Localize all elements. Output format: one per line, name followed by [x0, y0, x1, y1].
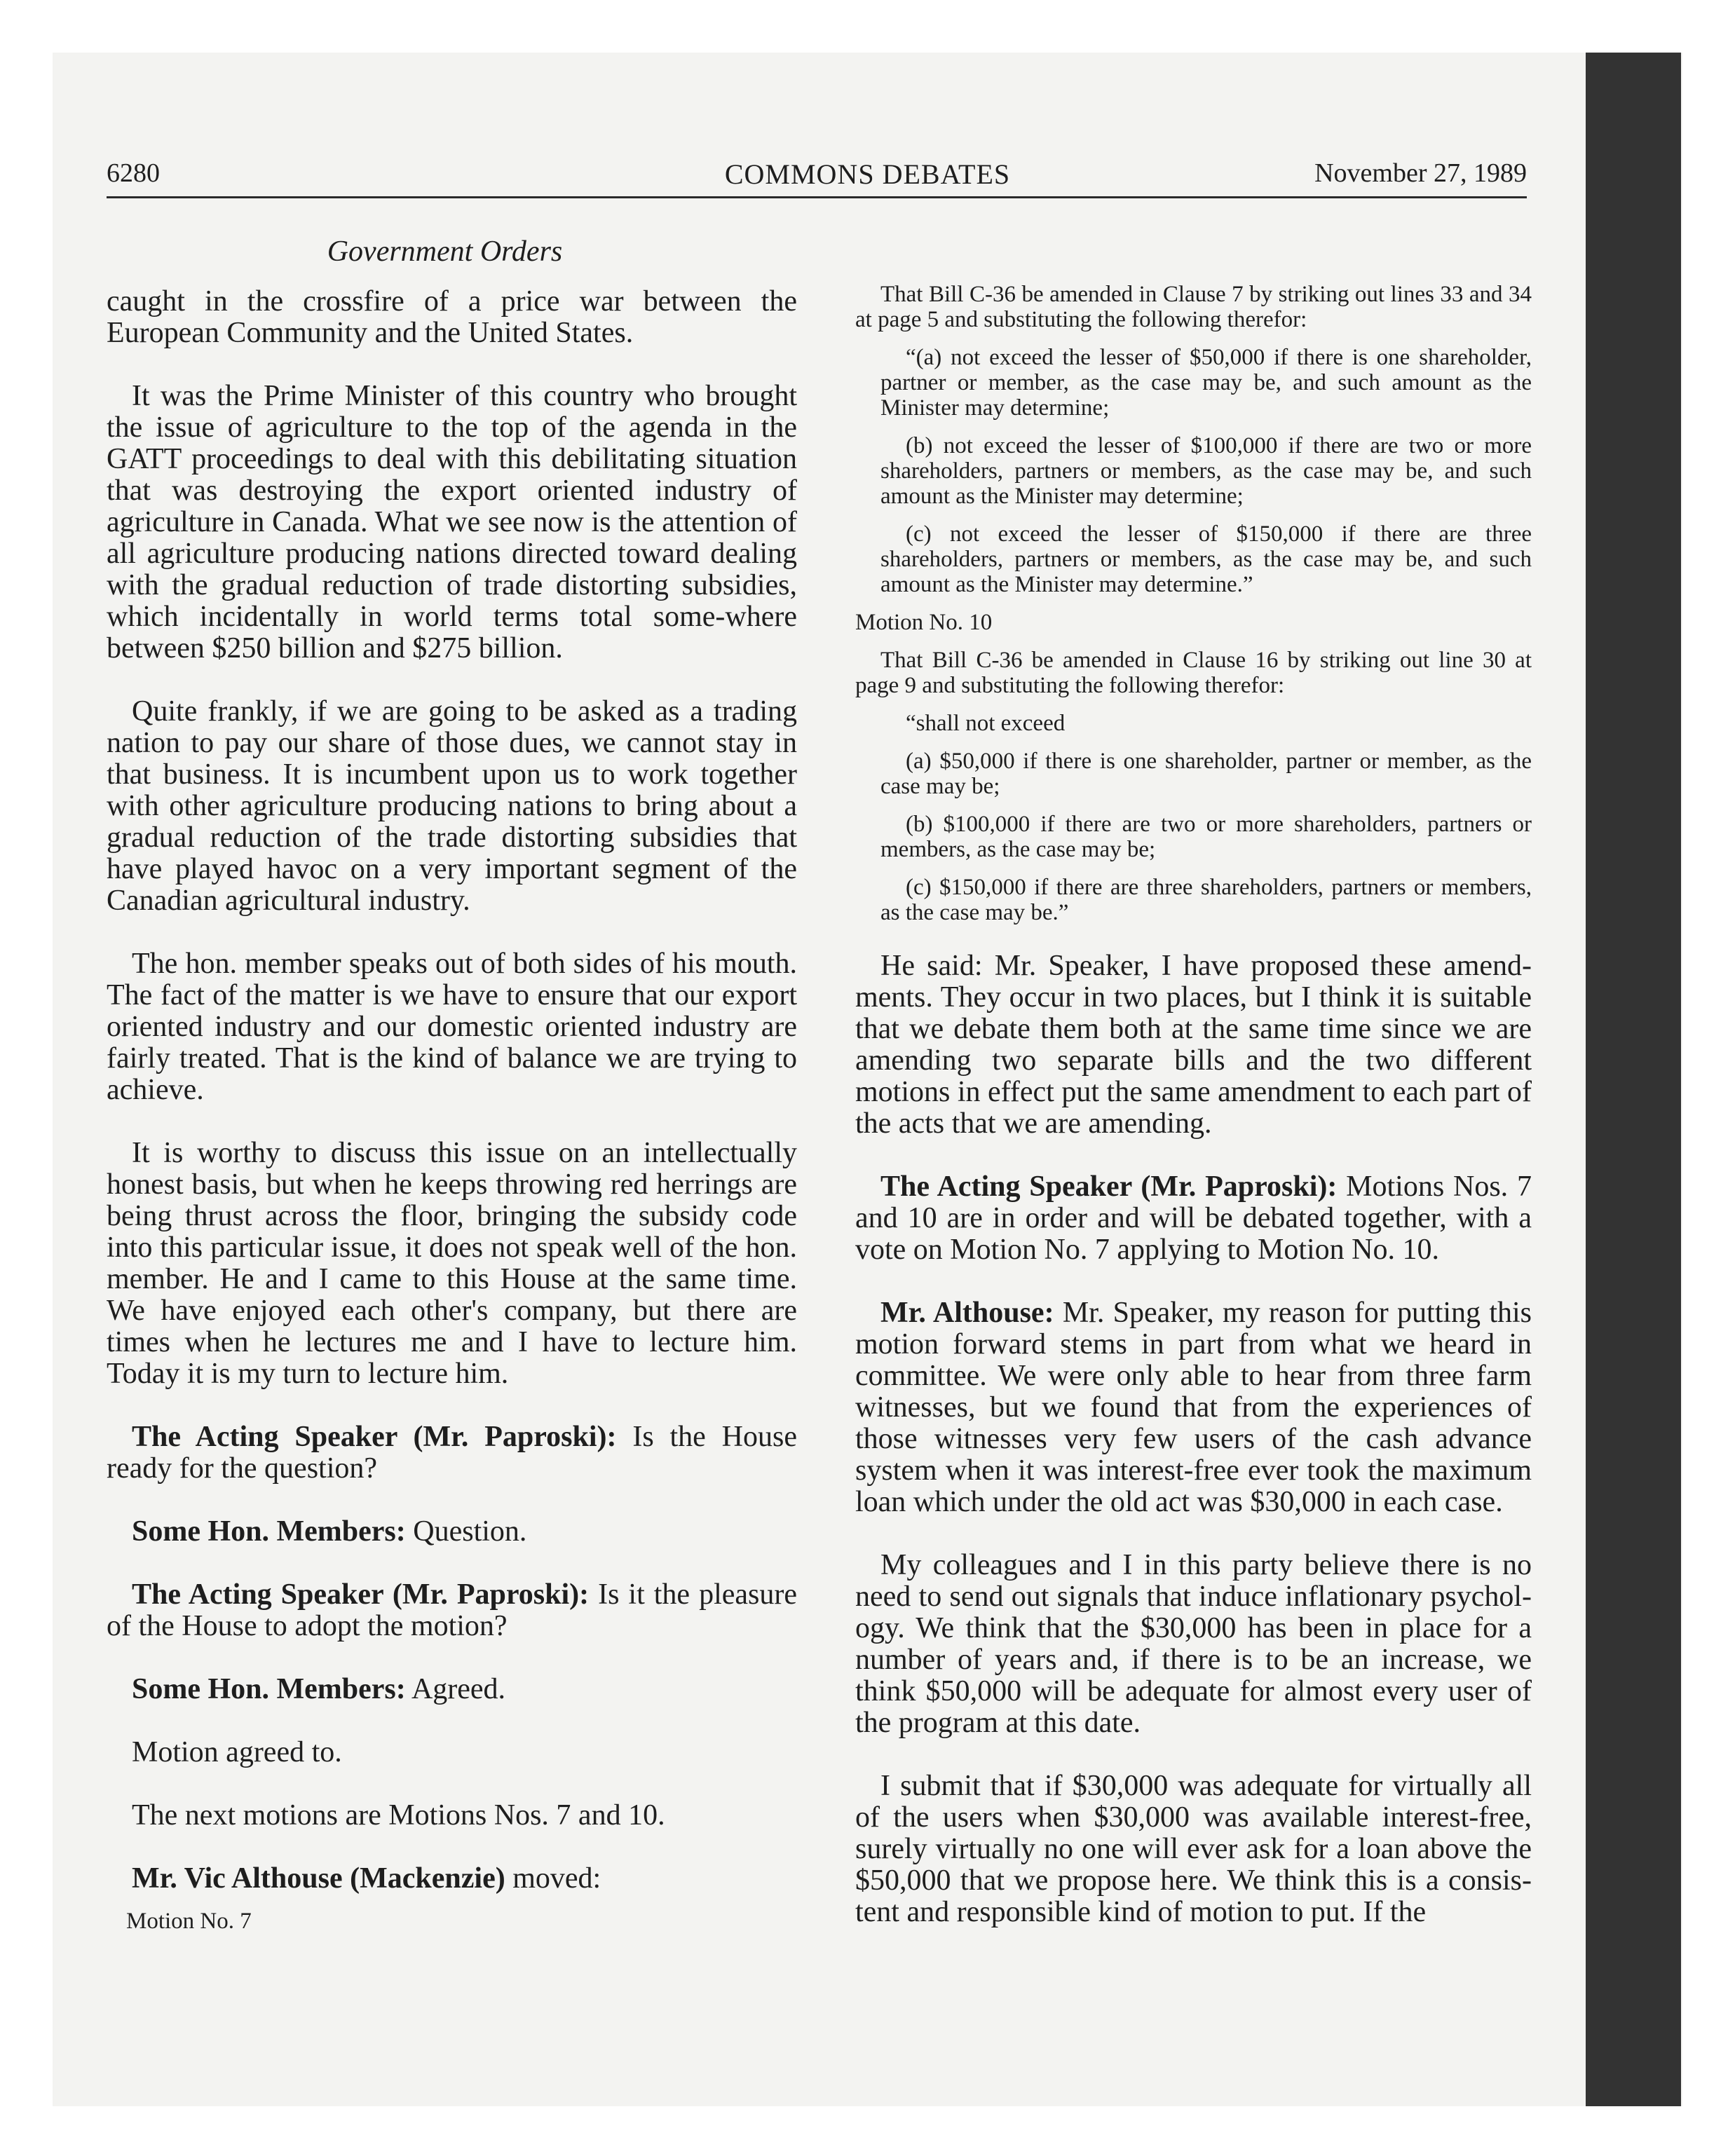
paragraph: Quite frankly, if we are going to be asked as a trading nation to pay our share of those dues, we cannot stay in that business. It is incumbent upon us to work together with other agriculture producing nations to bring about a gradual reduction of the trade distorting subsidies that have played havoc on a very important segment of the Canadian agricultural industry.	[107, 695, 797, 917]
paragraph: He said: Mr. Speaker, I have proposed these amend-ments. They occur in two places, but I think it is suitable that we debate them both at the same time since we are amending two separate bills and the two different motions in effect put the same amendment to each part of the acts that we are amending.	[855, 950, 1532, 1140]
speaker-paragraph	[107, 1863, 797, 1895]
speaker-name: The Acting Speaker (Mr. Paproski):	[880, 1171, 1338, 1203]
header-rule	[107, 196, 1527, 198]
motion-clause: “(a) not exceed the lesser of $50,000 if there is one shareholder, partner or member, as the case may be, and such amount as the Minister may determine;	[880, 345, 1532, 421]
speaker-name: Mr. Althouse:	[880, 1297, 1054, 1329]
speaker-paragraph	[107, 1516, 797, 1548]
speaker-name: The Acting Speaker (Mr. Paproski):	[132, 1578, 590, 1611]
page-number: 6280	[107, 158, 160, 188]
motion-clause: (c) $150,000 if there are three shareholders, partners or members, as the case may be.”	[880, 875, 1532, 925]
speech-text: Mr. Speaker, my reason for putting this motion forward stems in part from what we heard in committee. We were only able to hear from three farm witnesses, but we found that from the experiences of those witnesses very few users of the cash advance system when it was interest-free ever took the maximum loan which under the old act was $30,000 in each case.	[855, 1297, 1532, 1518]
paragraph: caught in the crossfire of a price war between the European Community and the United States.	[107, 285, 797, 349]
speaker-name: Some Hon. Members:	[132, 1673, 406, 1705]
motion-clause: “shall not exceed	[906, 711, 1066, 736]
paragraph: The next motions are Motions Nos. 7 and 10.	[132, 1799, 665, 1831]
right-column	[855, 282, 1532, 1928]
motion-clause: (c) not exceed the lesser of $150,000 if there are three shareholders, partners or members, as the case may be, and such amount as the Minister may determine.”	[880, 521, 1532, 597]
speaker-paragraph	[855, 1171, 1532, 1266]
paragraph: I submit that if $30,000 was adequate for virtually all of the users when $30,000 was available interest-free, surely virtually no one will ever ask for a loan above the $50,000 that we propose here. We think this is a consis-tent and responsible kind of motion to put. If the	[855, 1770, 1532, 1928]
motion-clause: (b) $100,000 if there are two or more shareholders, partners or members, as the case may be;	[880, 812, 1532, 862]
speaker-paragraph	[107, 1674, 797, 1705]
paragraph: The hon. member speaks out of both sides of his mouth. The fact of the matter is we have to ensure that our export oriented industry and our domestic oriented industry are fairly treated. That is the kind of balance we are trying to achieve.	[107, 948, 797, 1106]
speaker-paragraph	[855, 1297, 1532, 1518]
speech-text: Question.	[405, 1515, 527, 1548]
paragraph: Motion agreed to.	[132, 1736, 342, 1768]
publication-date: November 27, 1989	[1314, 158, 1527, 188]
paragraph: It is worthy to discuss this issue on an intellectually honest basis, but when he keeps throwing red herrings are being thrust across the floor, bringing the subsidy code into this particular issue, it does not speak well of the hon. member. He and I came to this House at the same time. We have enjoyed each other's company, but there are times when he lectures me and I have to lecture him. Today it is my turn to lecture him.	[107, 1137, 797, 1390]
publication-title: COMMONS DEBATES	[724, 158, 1011, 190]
left-column	[107, 286, 797, 1934]
motion-label: Motion No. 7	[126, 1909, 252, 1934]
speaker-name: Mr. Vic Althouse (Mackenzie)	[132, 1862, 505, 1895]
motion-label: Motion No. 10	[855, 610, 993, 635]
motion-clause: (a) $50,000 if there is one shareholder, partner or member, as the case may be;	[880, 749, 1532, 799]
speech-text: Is it the pleasure of the House to adopt the motion?	[107, 1578, 797, 1642]
speech-text: moved:	[505, 1862, 601, 1895]
motion-clause: (b) not exceed the lesser of $100,000 if there are two or more shareholders, partners or members, as the case may be, and such amount as the Minister may determine;	[880, 433, 1532, 509]
section-title: Government Orders	[327, 236, 563, 268]
paragraph: My colleagues and I in this party believe there is no need to send out signals that induce inflationary psychol-ogy. We think that the $30,000 has been in place for a number of years and, if there is to be an increase, we think $50,000 will be adequate for almost every user of the program at this date.	[855, 1549, 1532, 1739]
speech-text: Agreed.	[405, 1673, 506, 1705]
paragraph: It was the Prime Minister of this country who brought the issue of agriculture to the top of the agenda in the GATT proceedings to deal with this debilitating situation that was destroying the export oriented industry of agriculture in Canada. What we see now is the attention of all agriculture producing nations directed toward dealing with the gradual reduction of trade distorting subsidies, which incidentally in world terms total some-where between $250 billion and $275 billion.	[107, 380, 797, 664]
speaker-name: Some Hon. Members:	[132, 1515, 406, 1548]
binding-spine-shadow	[1586, 53, 1681, 2106]
speaker-paragraph	[107, 1421, 797, 1485]
speaker-paragraph	[107, 1579, 797, 1642]
speaker-name: The Acting Speaker (Mr. Paproski):	[132, 1421, 617, 1453]
speech-text: Motions Nos. 7 and 10 are in order and will be debated together, with a vote on Motion No. 7 applying to Motion No. 10.	[855, 1171, 1532, 1266]
motion-text: That Bill C-36 be amended in Clause 16 by striking out line 30 at page 9 and substituting the following therefor:	[855, 648, 1532, 698]
motion-text: That Bill C-36 be amended in Clause 7 by striking out lines 33 and 34 at page 5 and substituting the following therefor:	[855, 282, 1532, 332]
speech-text: Is the House ready for the question?	[107, 1421, 797, 1485]
